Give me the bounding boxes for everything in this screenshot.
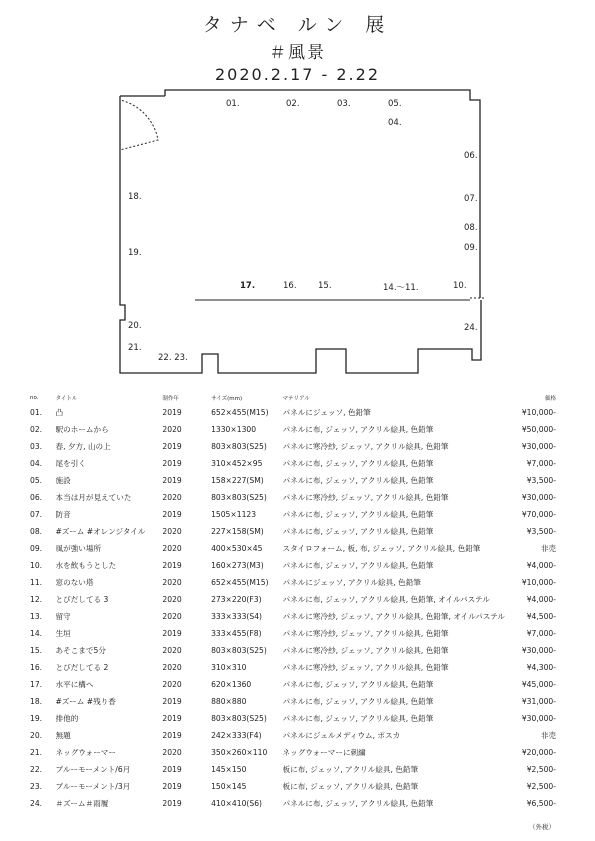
cell-price: ¥30,000- xyxy=(521,646,556,655)
cell-price: ¥30,000- xyxy=(521,442,556,451)
cell-no: 02. xyxy=(30,425,43,434)
cell-title: ブルーモーメント/6月 xyxy=(55,765,131,774)
cell-title: 水平に構へ xyxy=(55,680,94,689)
col-header-material: マテリアル xyxy=(282,396,310,402)
cell-title: 尾を引く xyxy=(55,459,86,468)
cell-material: パネルに布, ジェッソ, アクリル絵具, 色鉛筆 xyxy=(282,510,434,519)
cell-price: ¥31,000- xyxy=(521,697,556,706)
cell-year: 2019 xyxy=(162,799,182,808)
cell-material: パネルに寒冷紗, ジェッソ, アクリル絵具, 色鉛筆 xyxy=(282,442,449,451)
cell-no: 14. xyxy=(30,629,43,638)
cell-material: スタイロフォーム, 板, 布, ジェッソ, アクリル絵具, 色鉛筆 xyxy=(282,544,481,553)
table-row xyxy=(30,778,556,795)
cell-price: ¥4,000- xyxy=(526,561,556,570)
cell-year: 2020 xyxy=(162,527,182,536)
exhibition-title: タナベ ルン 展 xyxy=(202,14,393,36)
cell-size: 620×1360 xyxy=(211,680,252,689)
cell-no: 16. xyxy=(30,663,43,672)
plan-label-20: 20. xyxy=(128,321,142,331)
cell-price: 非売 xyxy=(540,544,556,553)
cell-title: とびだしてる 3 xyxy=(55,595,109,604)
cell-size: 310×452×95 xyxy=(211,459,263,468)
cell-material: パネルに布, ジェッソ, アクリル絵具, 色鉛筆 xyxy=(282,527,434,536)
cell-year: 2019 xyxy=(162,697,182,706)
cell-year: 2019 xyxy=(162,442,182,451)
cell-size: 350×260×110 xyxy=(211,748,268,757)
cell-year: 2019 xyxy=(162,476,182,485)
cell-size: 803×803(S25) xyxy=(211,442,267,451)
cell-price: ¥10,000- xyxy=(521,578,556,587)
cell-year: 2019 xyxy=(162,782,182,791)
cell-no: 13. xyxy=(30,612,43,621)
cell-price: ¥45,000- xyxy=(521,680,556,689)
table-row xyxy=(30,404,556,421)
cell-material: パネルに布, ジェッソ, アクリル絵具, 色鉛筆 xyxy=(282,680,434,689)
cell-no: 15. xyxy=(30,646,43,655)
plan-label-07: 07. xyxy=(464,194,478,204)
cell-no: 07. xyxy=(30,510,43,519)
cell-year: 2020 xyxy=(162,425,182,434)
plan-label-17: 17. xyxy=(240,281,256,291)
cell-size: 145×150 xyxy=(211,765,247,774)
cell-no: 20. xyxy=(30,731,43,740)
cell-no: 12. xyxy=(30,595,43,604)
cell-title: ブルーモーメント/3月 xyxy=(55,782,131,791)
cell-title: 生垣 xyxy=(55,629,71,638)
cell-title: 窓のない塔 xyxy=(55,578,94,587)
cell-material: パネルに寒冷紗, ジェッソ, アクリル絵具, 色鉛筆 xyxy=(282,493,449,502)
door-swing-icon xyxy=(120,100,158,150)
cell-no: 10. xyxy=(30,561,43,570)
cell-size: 652×455(M15) xyxy=(211,578,269,587)
cell-year: 2020 xyxy=(162,663,182,672)
cell-no: 08. xyxy=(30,527,43,536)
cell-material: パネルに寒冷紗, ジェッソ, アクリル絵具, 色鉛筆 xyxy=(282,663,449,672)
plan-label-10: 10. xyxy=(453,281,467,291)
plan-label-15: 15. xyxy=(318,281,332,291)
cell-size: 242×333(F4) xyxy=(211,731,262,740)
cell-no: 03. xyxy=(30,442,43,451)
cell-size: 803×803(S25) xyxy=(211,646,267,655)
cell-material: パネルに布, ジェッソ, アクリル絵具, 色鉛筆 xyxy=(282,425,434,434)
table-row xyxy=(30,710,556,727)
table-row xyxy=(30,489,556,506)
plan-label-24: 24. xyxy=(464,323,478,333)
cell-year: 2019 xyxy=(162,561,182,570)
cell-price: ¥3,500- xyxy=(526,527,556,536)
cell-no: 19. xyxy=(30,714,43,723)
table-row xyxy=(30,472,556,489)
cell-no: 22. xyxy=(30,765,43,774)
cell-year: 2020 xyxy=(162,680,182,689)
plan-label-05: 05. xyxy=(388,99,402,109)
table-row xyxy=(30,523,556,540)
cell-price: ¥4,300- xyxy=(526,663,556,672)
cell-no: 09. xyxy=(30,544,43,553)
cell-size: 400×530×45 xyxy=(211,544,263,553)
cell-price: ¥20,000- xyxy=(521,748,556,757)
plan-label-14-11: 14.〜11. xyxy=(383,283,419,293)
cell-material: ネッグウォーマーに刺繍 xyxy=(282,748,366,757)
plan-label-19: 19. xyxy=(128,248,142,258)
cell-price: ¥30,000- xyxy=(521,714,556,723)
cell-no: 11. xyxy=(30,578,43,587)
table-row xyxy=(30,455,556,472)
plan-label-08: 08. xyxy=(464,223,478,233)
cell-year: 2019 xyxy=(162,714,182,723)
table-row xyxy=(30,574,556,591)
plan-label-18: 18. xyxy=(128,192,142,202)
cell-year: 2019 xyxy=(162,510,182,519)
table-row xyxy=(30,540,556,557)
cell-size: 1330×1300 xyxy=(211,425,257,434)
cell-no: 05. xyxy=(30,476,43,485)
cell-title: 凸 xyxy=(55,408,64,417)
col-header-price: 価格 xyxy=(544,396,556,402)
plan-label-01: 01. xyxy=(226,99,240,109)
cell-title: 春, 夕方, 山の上 xyxy=(55,442,111,451)
cell-title: 排他的 xyxy=(55,714,79,723)
cell-year: 2019 xyxy=(162,408,182,417)
table-row xyxy=(30,625,556,642)
floor-plan xyxy=(0,0,595,390)
cell-material: パネルに布, ジェッソ, アクリル絵具, 色鉛筆 xyxy=(282,476,434,485)
cell-price: 非売 xyxy=(540,731,556,740)
cell-price: ¥30,000- xyxy=(521,493,556,502)
cell-material: パネルに布, ジェッソ, アクリル絵具, 色鉛筆 xyxy=(282,799,434,808)
cell-no: 18. xyxy=(30,697,43,706)
cell-no: 04. xyxy=(30,459,43,468)
cell-size: 803×803(S25) xyxy=(211,714,267,723)
cell-price: ¥4,000- xyxy=(526,595,556,604)
table-row xyxy=(30,421,556,438)
table-row xyxy=(30,642,556,659)
cell-year: 2019 xyxy=(162,459,182,468)
cell-size: 273×220(F3) xyxy=(211,595,262,604)
tax-note: （外税） xyxy=(529,823,555,831)
table-row xyxy=(30,727,556,744)
cell-title: とびだしてる 2 xyxy=(55,663,109,672)
cell-material: パネルに布, ジェッソ, アクリル絵具, 色鉛筆 xyxy=(282,697,434,706)
cell-price: ¥2,500- xyxy=(526,765,556,774)
cell-material: パネルに寒冷紗, ジェッソ, アクリル絵具, 色鉛筆 xyxy=(282,646,449,655)
table-row xyxy=(30,608,556,625)
works-table xyxy=(30,392,556,812)
cell-material: パネルに布, ジェッソ, アクリル絵具, 色鉛筆 xyxy=(282,459,434,468)
cell-price: ¥4,500- xyxy=(526,612,556,621)
cell-price: ¥7,000- xyxy=(526,459,556,468)
cell-year: 2019 xyxy=(162,765,182,774)
cell-size: 880×880 xyxy=(211,697,247,706)
cell-price: ¥10,000- xyxy=(521,408,556,417)
cell-title: ネッグウォーマー xyxy=(55,748,116,757)
cell-price: ¥70,000- xyxy=(521,510,556,519)
cell-material: パネルにジェルメディウム, ポスカ xyxy=(282,731,401,740)
cell-title: #ズーム #オレンジタイル xyxy=(55,527,146,536)
table-row xyxy=(30,795,556,812)
plan-label-04: 04. xyxy=(388,118,402,128)
cell-title: 防音 xyxy=(55,510,71,519)
cell-year: 2020 xyxy=(162,612,182,621)
plan-label-22-23: 22. 23. xyxy=(158,353,188,363)
cell-title: 本当は月が見えていた xyxy=(55,493,132,502)
table-row xyxy=(30,438,556,455)
cell-size: 652×455(M15) xyxy=(211,408,269,417)
table-row xyxy=(30,591,556,608)
cell-year: 2020 xyxy=(162,748,182,757)
cell-size: 160×273(M3) xyxy=(211,561,264,570)
table-row xyxy=(30,761,556,778)
plan-label-03: 03. xyxy=(337,99,351,109)
cell-year: 2020 xyxy=(162,544,182,553)
cell-price: ¥2,500- xyxy=(526,782,556,791)
cell-title: 留守 xyxy=(55,612,71,621)
cell-title: 無題 xyxy=(55,731,71,740)
table-row xyxy=(30,557,556,574)
cell-title: 風が強い場所 xyxy=(55,544,102,553)
cell-title: 施設 xyxy=(55,476,71,485)
cell-year: 2020 xyxy=(162,595,182,604)
cell-year: 2019 xyxy=(162,731,182,740)
cell-size: 158×227(SM) xyxy=(211,476,264,485)
plan-label-02: 02. xyxy=(286,99,300,109)
exhibition-subtitle: ＃風景 xyxy=(269,43,326,63)
table-row xyxy=(30,676,556,693)
cell-no: 17. xyxy=(30,680,43,689)
cell-material: パネルにジェッソ, アクリル絵具, 色鉛筆 xyxy=(282,578,421,587)
cell-material: 板に布, ジェッソ, アクリル絵具, 色鉛筆 xyxy=(282,765,419,774)
cell-no: 01. xyxy=(30,408,43,417)
cell-size: 333×333(S4) xyxy=(211,612,262,621)
cell-title: あそこまで5分 xyxy=(55,646,106,655)
cell-size: 227×158(SM) xyxy=(211,527,264,536)
cell-material: 板に布, ジェッソ, アクリル絵具, 色鉛筆 xyxy=(282,782,419,791)
cell-title: #ズーム #残り香 xyxy=(55,697,116,706)
cell-size: 333×455(F8) xyxy=(211,629,262,638)
col-header-title: タイトル xyxy=(55,396,78,402)
col-header-size: サイズ(mm) xyxy=(211,396,243,402)
plan-label-09: 09. xyxy=(464,243,478,253)
cell-price: ¥3,500- xyxy=(526,476,556,485)
cell-year: 2020 xyxy=(162,578,182,587)
cell-material: パネルに寒冷紗, ジェッソ, アクリル絵具, 色鉛筆, オイルパステル xyxy=(282,612,506,621)
cell-size: 410×410(S6) xyxy=(211,799,262,808)
plan-label-06: 06. xyxy=(464,151,478,161)
cell-title: 水を飲もうとした xyxy=(55,561,117,570)
cell-material: パネルにジェッソ, 色鉛筆 xyxy=(282,408,371,417)
cell-year: 2020 xyxy=(162,493,182,502)
exhibition-dates: 2020.2.17 - 2.22 xyxy=(215,65,380,84)
cell-no: 23. xyxy=(30,782,43,791)
col-header-no: no. xyxy=(30,395,39,401)
table-row xyxy=(30,693,556,710)
cell-price: ¥7,000- xyxy=(526,629,556,638)
cell-material: パネルに布, ジェッソ, アクリル絵具, 色鉛筆 xyxy=(282,714,434,723)
cell-size: 310×310 xyxy=(211,663,247,672)
cell-price: ¥6,500- xyxy=(526,799,556,808)
table-row xyxy=(30,659,556,676)
plan-label-16: 16. xyxy=(283,281,297,291)
table-row xyxy=(30,506,556,523)
cell-no: 06. xyxy=(30,493,43,502)
cell-size: 150×145 xyxy=(211,782,247,791)
cell-title: 駅のホームから xyxy=(55,425,109,434)
col-header-year: 制作年 xyxy=(162,396,179,402)
plan-label-21: 21. xyxy=(128,343,142,353)
cell-year: 2020 xyxy=(162,646,182,655)
cell-material: パネルに寒冷紗, ジェッソ, アクリル絵具, 色鉛筆 xyxy=(282,629,449,638)
cell-size: 1505×1123 xyxy=(211,510,257,519)
cell-year: 2019 xyxy=(162,629,182,638)
cell-title: ＃ズーム＃雨履 xyxy=(55,799,109,808)
cell-material: パネルに布, ジェッソ, アクリル絵具, 色鉛筆, オイルパステル xyxy=(282,595,490,604)
table-header-row xyxy=(30,392,556,404)
cell-no: 24. xyxy=(30,799,43,808)
cell-material: パネルに布, ジェッソ, アクリル絵具, 色鉛筆 xyxy=(282,561,434,570)
cell-size: 803×803(S25) xyxy=(211,493,267,502)
table-row xyxy=(30,744,556,761)
cell-no: 21. xyxy=(30,748,43,757)
cell-price: ¥50,000- xyxy=(521,425,556,434)
